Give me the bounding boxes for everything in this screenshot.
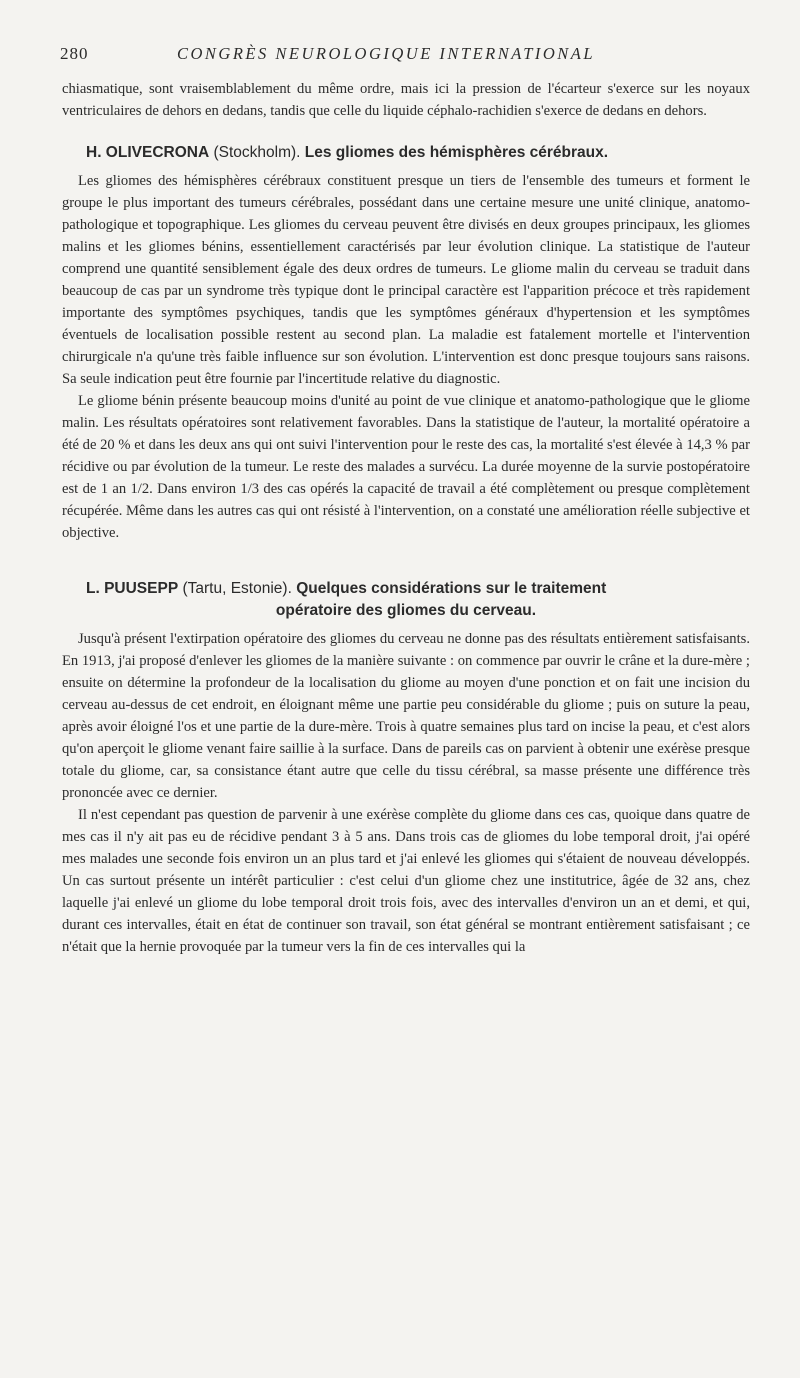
- section-heading-puusepp: [62, 578, 750, 622]
- body-paragraph: Il n'est cependant pas question de parvenir à une exérèse complète du gliome dans ces cas, quoique dans quatre de mes cas il n'y ait pas eu de récidive pendant 3 à 5 ans. Dans trois cas de gliomes du lobe temporal droit, j'ai opéré mes malades une seconde fois environ un an plus tard et j'ai enlevé les gliomes qui s'étaient de nouveau développés. Un cas surtout présente un intérêt particulier : c'est celui d'un gliome chez une institutrice, âgée de 32 ans, chez laquelle j'ai enlevé un gliome du lobe temporal droit trois fois, avec des intervalles d'environ un an et demi, et qui, durant ces intervalles, était en état de continuer son travail, son état général se montrant entièrement satisfaisant ; ce n'était que la hernie provoquée par la tumeur vers la fin de ces intervalles qui la: [62, 807, 750, 955]
- page-number: 280: [60, 44, 89, 63]
- body-paragraph: Jusqu'à présent l'extirpation opératoire des gliomes du cerveau ne donne pas des résultats entièrement satisfaisants. En 1913, j'ai proposé d'enlever les gliomes de la manière suivante : on commence par ouvrir le crâne et la dure-mère ; ensuite on détermine la profondeur de la localisation du gliome au moyen d'une ponction et on fait une incision du cerveau au-dessus de cet endroit, en éloignant même une partie peu considérable du gliome ; puis on suture la peau, après avoir éloigné l'os et une partie de la dure-mère. Trois à quatre semaines plus tard on incise la peau, et c'est alors qu'on aperçoit le gliome venant faire saillie à la surface. Dans de pareils cas on parvient à obtenir une exérèse presque totale du gliome, car, sa consistance étant autre que celle du tissu cérébral, sa masse présente une différence très prononcée avec ce dernier.: [62, 631, 750, 801]
- article-title-line2: opératoire des gliomes du cerveau.: [275, 602, 537, 619]
- body-paragraph: Les gliomes des hémisphères cérébraux constituent presque un tiers de l'ensemble des tumeurs et forment le groupe le plus important des tumeurs cérébrales, possédant dans une certaine mesure une unité clinique, anatomo-pathologique et topographique. Les gliomes du cerveau peuvent être divisés en deux groupes principaux, les gliomes malins et les gliomes bénins, essentiellement caractérisés par leur évolution clinique. La statistique de l'auteur comprend une quantité sensiblement égale des deux ordres de tumeurs. Le gliome malin du cerveau se traduit dans beaucoup de cas par un syndrome très typique dont le principal caractère est l'apparition précoce et très rapidement importante des symptômes psychiques, tandis que les symptômes généraux d'hypertension et les symptômes éventuels de localisation possible restent au second plan. La maladie est fatalement mortelle et l'intervention chirurgicale n'a qu'une très faible influence sur son évolution. L'intervention est donc presque toujours sans raisons. Sa seule indication peut être fournie par l'incertitude relative du diagnostic.: [62, 173, 750, 387]
- body-paragraph: Le gliome bénin présente beaucoup moins d'unité au point de vue clinique et anatomo-pathologique que le gliome malin. Les résultats opératoires sont relativement favorables. Dans la statistique de l'auteur, la mortalité opératoire a été de 20 % et dans les deux ans qui ont suivi l'intervention pour le reste des cas, la mortalité s'est élevée à 14,3 % par récidive ou par évolution de la tumeur. Le reste des malades a survécu. La durée moyenne de la survie postopératoire est de 1 an 1/2. Dans environ 1/3 des cas opérés la capacité de travail a été complètement ou presque complètement récupérée. Même dans les autres cas qui ont résisté à l'intervention, on a constaté une amélioration réelle subjective et objective.: [62, 393, 750, 541]
- author-affiliation: (Tartu, Estonie).: [182, 580, 292, 597]
- author-name: L. PUUSEPP: [86, 580, 179, 597]
- author-affiliation: (Stockholm).: [213, 144, 301, 161]
- intro-paragraph: chiasmatique, sont vraisemblablement du même ordre, mais ici la pression de l'écarteur s'exerce sur les noyaux ventriculaires de dehors en dedans, tandis que celle du liquide céphalo-rachidien s'exerce de dedans en dehors.: [62, 81, 750, 119]
- section-heading-olivecrona: [62, 142, 750, 164]
- author-name: H. OLIVECRONA: [86, 144, 210, 161]
- journal-title: CONGRÈS NEUROLOGIQUE INTERNATIONAL: [177, 44, 596, 63]
- article-title: Les gliomes des hémisphères cérébraux.: [304, 144, 609, 161]
- running-head: [62, 38, 750, 66]
- article-title-line1: Quelques considérations sur le traitement: [296, 580, 607, 597]
